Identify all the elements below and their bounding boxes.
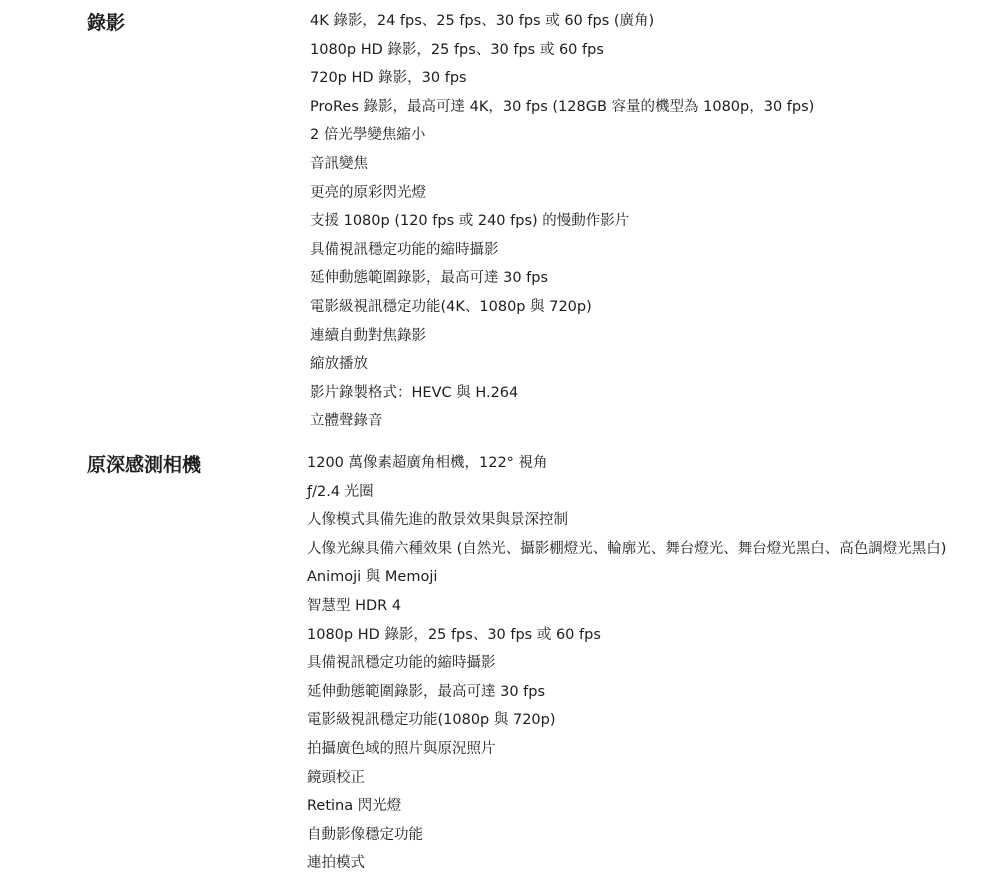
spec-item: 智慧型 HDR 4 <box>307 597 402 614</box>
truedepth-camera-heading: 原深感測相機 <box>87 454 202 476</box>
spec-item: 延伸動態範圍錄影，最高可達 30 fps <box>310 270 549 287</box>
spec-item: 連續自動對焦錄影 <box>310 327 426 344</box>
spec-item: 4K 錄影，24 fps、25 fps、30 fps 或 60 fps (廣角) <box>310 13 655 29</box>
spec-item: 720p HD 錄影，30 fps <box>310 70 467 87</box>
spec-item: 影片錄製格式：HEVC 與 H.264 <box>310 384 519 401</box>
spec-item: 1080p HD 錄影，25 fps、30 fps 或 60 fps <box>307 626 601 643</box>
spec-item: 人像光線具備六種效果 (自然光、攝影棚燈光、輪廓光、舞台燈光、舞台燈光黑白、高色調燈光黑白) <box>307 540 947 557</box>
spec-item: 更亮的原彩閃光燈 <box>310 184 426 201</box>
spec-item: 拍攝廣色域的照片與原況照片 <box>307 740 496 757</box>
spec-item: 延伸動態範圍錄影，最高可達 30 fps <box>307 683 546 700</box>
spec-item: 具備視訊穩定功能的縮時攝影 <box>310 241 499 258</box>
spec-item: 電影級視訊穩定功能(1080p 與 720p) <box>307 712 556 729</box>
spec-item: 鏡頭校正 <box>307 769 365 786</box>
spec-item: ƒ/2.4 光圈 <box>307 483 374 500</box>
spec-item: 1200 萬像素超廣角相機，122° 視角 <box>307 455 548 471</box>
spec-item: 立體聲錄音 <box>310 413 383 430</box>
spec-item: 連拍模式 <box>307 855 365 872</box>
spec-item: 具備視訊穩定功能的縮時攝影 <box>307 655 496 672</box>
recording-heading: 錄影 <box>87 12 126 34</box>
spec-item: 2 倍光學變焦縮小 <box>310 127 426 144</box>
spec-item: 支援 1080p (120 fps 或 240 fps) 的慢動作影片 <box>310 213 630 230</box>
spec-item: 1080p HD 錄影，25 fps、30 fps 或 60 fps <box>310 41 604 58</box>
spec-item: 自動影像穩定功能 <box>307 826 423 843</box>
recording-spec-list <box>310 12 814 441</box>
spec-item: Animoji 與 Memoji <box>307 569 438 586</box>
spec-item: 電影級視訊穩定功能(4K、1080p 與 720p) <box>310 298 592 315</box>
spec-item: ProRes 錄影，最高可達 4K，30 fps (128GB 容量的機型為 1080p，30 fps) <box>310 98 815 115</box>
spec-item: Retina 閃光燈 <box>307 798 402 815</box>
truedepth-spec-list <box>307 454 946 883</box>
spec-item: 縮放播放 <box>310 356 368 373</box>
spec-item: 人像模式具備先進的散景效果與景深控制 <box>307 512 568 529</box>
spec-item: 音訊變焦 <box>310 155 368 172</box>
